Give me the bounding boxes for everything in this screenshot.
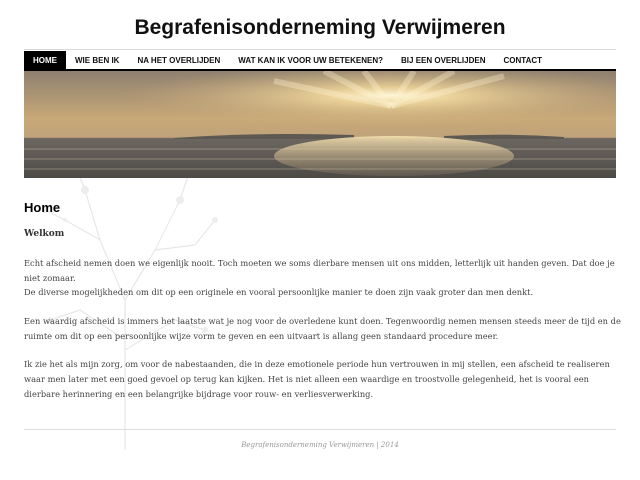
paragraph-dignified-farewell: Een waardig afscheid is immers het laatste wat je nog voor de overledene kunt doen. Tegenwoordig nemen mensen steeds meer de tijd en de ruimte om dit op een persoonlijke wijze vorm te geven en een uitvaart is allang geen standaard procedure meer. (24, 316, 621, 341)
background-tree-decoration (30, 150, 220, 450)
nav-item-bij-een-overlijden[interactable]: BIJ EEN OVERLIJDEN (401, 55, 486, 65)
nav-item-na-het-overlijden[interactable]: NA HET OVERLIJDEN (137, 55, 221, 65)
nav-item-home[interactable]: HOME (24, 51, 66, 69)
welcome-subtitle: Welkom (24, 229, 65, 239)
main-navigation (24, 51, 616, 69)
page-title: Home (24, 200, 61, 215)
nav-item-wat-kan-ik-voor-uw-betekenen[interactable]: WAT KAN IK VOOR UW BETEKENEN? (238, 55, 384, 65)
footer-copyright: Begrafenisonderneming Verwijmeren | 2014 (241, 441, 399, 449)
header-banner-image (24, 71, 616, 178)
site-title[interactable]: Begrafenisonderneming Verwijmeren (134, 16, 506, 39)
paragraph-options: De diverse mogelijkheden om dit op een originele en vooral persoonlijke manier te doen zijn vaak groter dan men denkt. (24, 287, 534, 297)
nav-item-wie-ben-ik[interactable]: WIE BEN IK (75, 55, 120, 65)
header-divider (24, 49, 616, 50)
nav-item-contact[interactable]: CONTACT (503, 55, 543, 65)
footer-divider (24, 429, 616, 430)
paragraph-care: Ik zie het als mijn zorg, om voor de nabestaanden, die in deze emotionele periode hun vertrouwen in mij stellen, een afscheid te realiseren waar men later met een goed gevoel op terug kan kijken. Het is niet alleen een waardige en troostvolle gelegenheid, het is vooral een dierbare herinnering en een belangrijke bijdrage voor rouw- en verliesverwerking. (24, 359, 610, 399)
paragraph-intro: Echt afscheid nemen doen we eigenlijk nooit. Toch moeten we soms dierbare mensen uit ons midden, letterlijk uit handen geven. Dat doe je niet zomaar. (24, 258, 615, 283)
